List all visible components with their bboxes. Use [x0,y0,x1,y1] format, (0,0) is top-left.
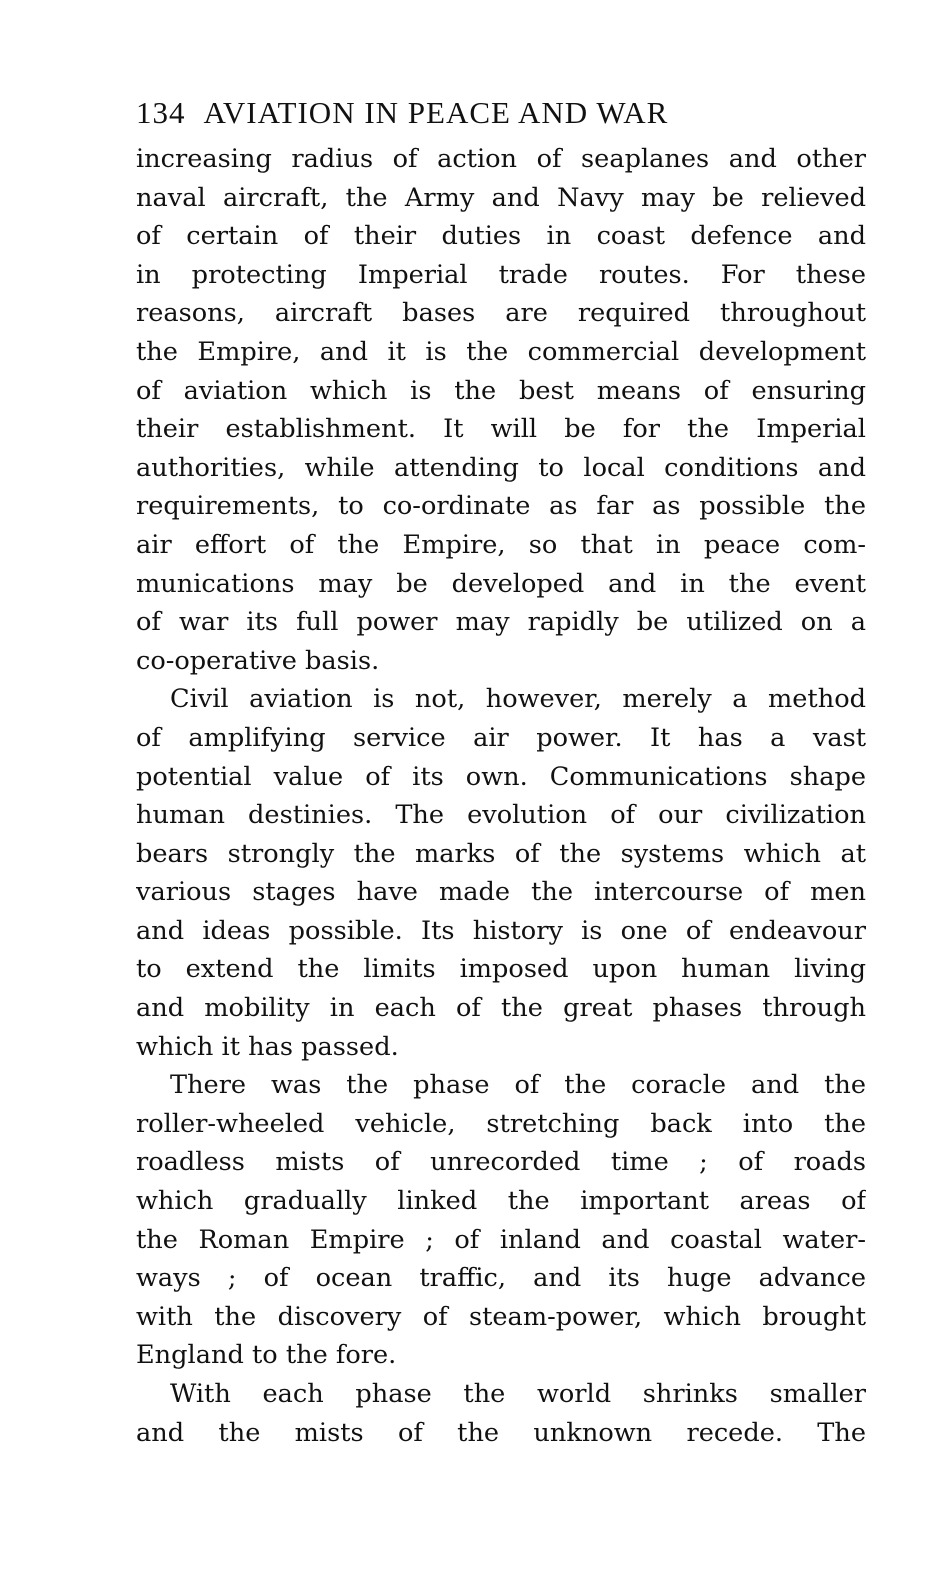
text-line: roller-wheeled vehicle, stretching back into the [136,1108,866,1139]
text-line: human destinies. The evolution of our civilization [136,800,866,831]
text-line: of aviation which is the best means of ensuring [136,375,866,406]
text-line: the Empire, and it is the commercial development [136,336,866,367]
text-line: co-operative basis. [136,645,380,676]
text-line: which gradually linked the important areas of [136,1186,866,1217]
text-line: bears strongly the marks of the systems which at [136,838,866,869]
paragraph-2 [136,680,866,1066]
text-line: air effort of the Empire, so that in peace com- [136,529,866,560]
text-line: of certain of their duties in coast defence and [136,221,866,252]
text-line: With each phase the world shrinks smaller [170,1379,866,1409]
text-line: the Roman Empire ; of inland and coastal water- [136,1224,866,1255]
text-line: and ideas possible. Its history is one of endeavour [136,915,866,946]
text-line: potential value of its own. Communications shape [136,761,866,792]
text-line: roadless mists of unrecorded time ; of roads [136,1147,866,1178]
text-line: reasons, aircraft bases are required throughout [136,298,866,329]
text-line: There was the phase of the coracle and the [170,1070,866,1101]
text-line: in protecting Imperial trade routes. For these [136,259,866,290]
page-number: 134 [136,95,186,130]
text-line: and the mists of the unknown recede. The [136,1417,866,1448]
text-line: their establishment. It will be for the Imperial [136,414,866,445]
text-line: to extend the limits imposed upon human living [136,954,866,985]
paragraph-4 [136,1375,866,1452]
text-line: Civil aviation is not, however, merely a method [170,684,866,715]
text-line: with the discovery of steam-power, which brought [136,1301,866,1332]
paragraph-1 [136,140,866,680]
text-line: requirements, to co-ordinate as far as possible the [136,491,866,522]
text-line: and mobility in each of the great phases through [136,993,866,1024]
text-line: various stages have made the intercourse of men [136,877,866,908]
text-line: naval aircraft, the Army and Navy may be relieved [136,182,866,213]
text-line: which it has passed. [136,1031,399,1062]
text-line: of war its full power may rapidly be utilized on a [136,607,866,638]
book-page [136,86,866,1452]
text-line: ways ; of ocean traffic, and its huge advance [136,1263,866,1294]
paragraph-3 [136,1066,866,1375]
text-line: of amplifying service air power. It has a vast [136,722,866,753]
text-line: munications may be developed and in the event [136,568,866,599]
text-line: increasing radius of action of seaplanes and other [136,144,866,174]
running-title: AVIATION IN PEACE AND WAR [203,95,669,130]
text-line: authorities, while attending to local conditions and [136,452,866,483]
text-line: England to the fore. [136,1340,397,1371]
running-head [136,86,866,140]
